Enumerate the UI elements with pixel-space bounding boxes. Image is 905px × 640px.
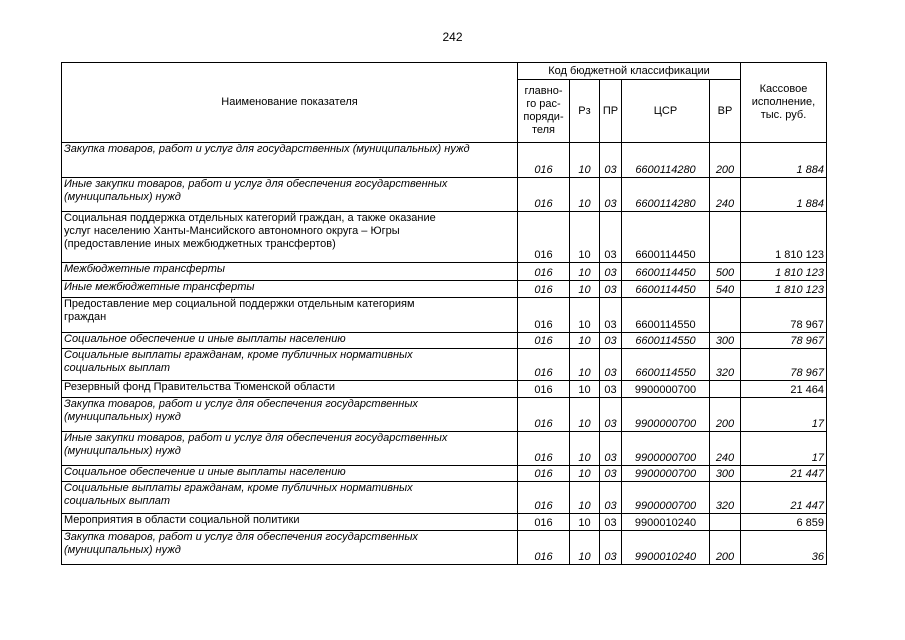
- row-pr: 03: [600, 482, 622, 514]
- row-name: Иные межбюджетные трансферты: [62, 281, 518, 298]
- table-row: [62, 531, 827, 565]
- table-row: [62, 381, 827, 398]
- row-csr: 6600114280: [622, 143, 710, 178]
- row-amount: 6 859: [741, 514, 827, 531]
- row-vr: [710, 212, 741, 263]
- row-grbs: 016: [518, 466, 570, 482]
- row-vr: 240: [710, 432, 741, 466]
- row-name: Социальные выплаты гражданам, кроме публичных нормативных социальных выплат: [62, 482, 518, 514]
- row-name: Межбюджетные трансферты: [62, 263, 518, 281]
- row-vr: [710, 298, 741, 333]
- row-rz: 10: [570, 482, 600, 514]
- header-code-group: Код бюджетной классификации: [518, 63, 741, 80]
- row-vr: 200: [710, 143, 741, 178]
- row-csr: 6600114550: [622, 333, 710, 349]
- row-grbs: 016: [518, 333, 570, 349]
- table-row: [62, 482, 827, 514]
- row-amount: 21 447: [741, 466, 827, 482]
- table-row: [62, 281, 827, 298]
- row-rz: 10: [570, 298, 600, 333]
- table-row: [62, 466, 827, 482]
- row-pr: 03: [600, 178, 622, 212]
- row-rz: 10: [570, 514, 600, 531]
- row-pr: 03: [600, 263, 622, 281]
- row-rz: 10: [570, 531, 600, 565]
- row-amount: 17: [741, 432, 827, 466]
- row-pr: 03: [600, 349, 622, 381]
- header-csr: ЦСР: [622, 80, 710, 143]
- table-row: [62, 298, 827, 333]
- row-csr: 6600114550: [622, 349, 710, 381]
- row-grbs: 016: [518, 432, 570, 466]
- row-csr: 6600114280: [622, 178, 710, 212]
- row-pr: 03: [600, 432, 622, 466]
- row-csr: 6600114450: [622, 263, 710, 281]
- row-pr: 03: [600, 381, 622, 398]
- header-pr: ПР: [600, 80, 622, 143]
- row-amount: 21 464: [741, 381, 827, 398]
- row-csr: 9900000700: [622, 381, 710, 398]
- table-row: [62, 349, 827, 381]
- header-amount: Кассовое исполнение, тыс. руб.: [741, 63, 827, 143]
- table-row: [62, 212, 827, 263]
- row-vr: 500: [710, 263, 741, 281]
- row-vr: 200: [710, 398, 741, 432]
- row-grbs: 016: [518, 178, 570, 212]
- row-amount: 78 967: [741, 349, 827, 381]
- row-grbs: 016: [518, 531, 570, 565]
- row-grbs: 016: [518, 514, 570, 531]
- table-row: [62, 143, 827, 178]
- table-row: [62, 333, 827, 349]
- row-grbs: 016: [518, 281, 570, 298]
- row-vr: [710, 381, 741, 398]
- row-name: Резервный фонд Правительства Тюменской области: [62, 381, 518, 398]
- row-grbs: 016: [518, 298, 570, 333]
- row-csr: 6600114450: [622, 281, 710, 298]
- row-name: Закупка товаров, работ и услуг для обеспечения государственных (муниципальных) нужд: [62, 398, 518, 432]
- row-grbs: 016: [518, 381, 570, 398]
- row-rz: 10: [570, 466, 600, 482]
- row-name: Социальная поддержка отдельных категорий граждан, а также оказание услуг населению Ханты-Мансийского автономного округа – Югры (предоставление иных межбюджетных трансфертов): [62, 212, 518, 263]
- row-name: Социальное обеспечение и иные выплаты населению: [62, 466, 518, 482]
- row-grbs: 016: [518, 482, 570, 514]
- row-name: Закупка товаров, работ и услуг для государственных (муниципальных) нужд: [62, 143, 518, 178]
- row-vr: [710, 514, 741, 531]
- row-amount: 78 967: [741, 333, 827, 349]
- row-amount: 78 967: [741, 298, 827, 333]
- row-pr: 03: [600, 281, 622, 298]
- row-vr: 240: [710, 178, 741, 212]
- row-csr: 9900010240: [622, 514, 710, 531]
- row-grbs: 016: [518, 212, 570, 263]
- page-number: 242: [442, 30, 463, 44]
- row-rz: 10: [570, 432, 600, 466]
- row-csr: 9900000700: [622, 466, 710, 482]
- row-vr: 300: [710, 333, 741, 349]
- row-grbs: 016: [518, 349, 570, 381]
- header-rz: Рз: [570, 80, 600, 143]
- table-row: [62, 178, 827, 212]
- row-pr: 03: [600, 298, 622, 333]
- row-pr: 03: [600, 514, 622, 531]
- row-csr: 9900000700: [622, 482, 710, 514]
- table-row: [62, 432, 827, 466]
- row-csr: 9900010240: [622, 531, 710, 565]
- row-rz: 10: [570, 381, 600, 398]
- table-row: [62, 263, 827, 281]
- row-amount: 1 810 123: [741, 212, 827, 263]
- row-pr: 03: [600, 212, 622, 263]
- row-vr: 200: [710, 531, 741, 565]
- row-pr: 03: [600, 531, 622, 565]
- row-grbs: 016: [518, 398, 570, 432]
- row-rz: 10: [570, 349, 600, 381]
- row-csr: 6600114550: [622, 298, 710, 333]
- row-vr: 300: [710, 466, 741, 482]
- row-rz: 10: [570, 263, 600, 281]
- row-amount: 1 884: [741, 143, 827, 178]
- row-amount: 1 884: [741, 178, 827, 212]
- row-amount: 36: [741, 531, 827, 565]
- row-grbs: 016: [518, 143, 570, 178]
- row-amount: 1 810 123: [741, 281, 827, 298]
- row-vr: 320: [710, 349, 741, 381]
- row-rz: 10: [570, 398, 600, 432]
- header-vr: ВР: [710, 80, 741, 143]
- row-pr: 03: [600, 333, 622, 349]
- header-grbs: главно-го рас-поряди-теля: [518, 80, 570, 143]
- row-name: Иные закупки товаров, работ и услуг для обеспечения государственных (муниципальных) нужд: [62, 432, 518, 466]
- table-row: [62, 398, 827, 432]
- row-vr: 320: [710, 482, 741, 514]
- row-name: Социальное обеспечение и иные выплаты населению: [62, 333, 518, 349]
- header-name: Наименование показателя: [62, 63, 518, 143]
- row-pr: 03: [600, 398, 622, 432]
- budget-table: [61, 62, 827, 565]
- row-rz: 10: [570, 333, 600, 349]
- row-csr: 9900000700: [622, 398, 710, 432]
- row-rz: 10: [570, 143, 600, 178]
- row-pr: 03: [600, 143, 622, 178]
- row-vr: 540: [710, 281, 741, 298]
- row-name: Мероприятия в области социальной политики: [62, 514, 518, 531]
- row-name: Иные закупки товаров, работ и услуг для обеспечения государственных (муниципальных) нужд: [62, 178, 518, 212]
- row-amount: 17: [741, 398, 827, 432]
- row-name: Закупка товаров, работ и услуг для обеспечения государственных (муниципальных) нужд: [62, 531, 518, 565]
- row-name: Социальные выплаты гражданам, кроме публичных нормативных социальных выплат: [62, 349, 518, 381]
- row-amount: 1 810 123: [741, 263, 827, 281]
- row-rz: 10: [570, 212, 600, 263]
- table-row: [62, 514, 827, 531]
- row-amount: 21 447: [741, 482, 827, 514]
- row-rz: 10: [570, 281, 600, 298]
- row-grbs: 016: [518, 263, 570, 281]
- row-csr: 6600114450: [622, 212, 710, 263]
- row-name: Предоставление мер социальной поддержки отдельным категориям граждан: [62, 298, 518, 333]
- row-rz: 10: [570, 178, 600, 212]
- row-csr: 9900000700: [622, 432, 710, 466]
- row-pr: 03: [600, 466, 622, 482]
